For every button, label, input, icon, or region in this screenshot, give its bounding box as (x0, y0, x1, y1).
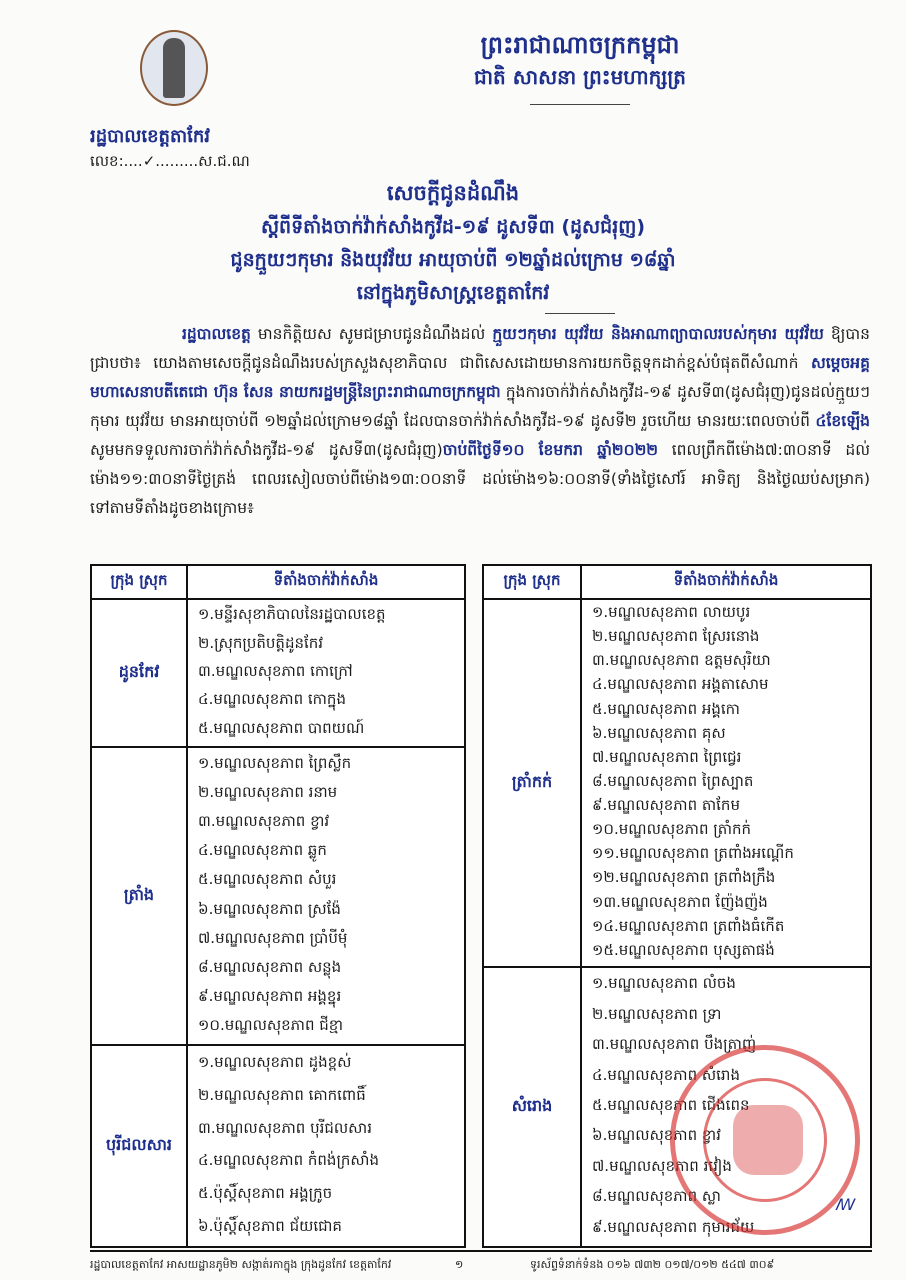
site-item: ២.មណ្ឌលសុខភាព រនាម (198, 782, 338, 801)
site-item: ៤.មណ្ឌលសុខភាព សំរោង (592, 1065, 740, 1084)
highlighted-text: ក្មួយៗកុមារ យុវវ័យ និងអាណាព្យាបាលរបស់កុមារ យុវវ័យ (492, 325, 824, 343)
site-item: ៣.មណ្ឌលសុខភាព កោក្រៅ (198, 661, 353, 680)
vaccination-sites-table-left (90, 564, 466, 1248)
body-text: ពេលព្រឹកពីម៉ោង៧:៣០នាទី ដល់ម៉ោង១១:៣០នាទីថ្ងៃត្រង់ ពេលរសៀលចាប់ពីម៉ោង១៣:០០នាទី ដល់ម៉ោង១៦:០០នាទី(ទាំងថ្ងៃសៅរ៍ អាទិត្យ និងថ្ងៃឈប់សម្រាក) ទៅតាមទីតាំងដូចខាងក្រោម៖ (90, 441, 870, 517)
footer-address: រដ្ឋបាលខេត្តតាកែវ អាសយដ្ឋានភូមិ២ សង្កាត់រកាក្នុង ក្រុងដូនកែវ ខេត្តតាកែវ (90, 1258, 392, 1271)
district-group (92, 600, 464, 748)
site-list (188, 600, 464, 746)
footer-phone: ទូរស័ព្ទទំនាក់ទំនង ០១៦ ៧៣២ ០១៧/០១២ ៥៤៧ ៣០៩ (530, 1258, 775, 1271)
table-header (92, 566, 464, 600)
site-item: ៨.មណ្ឌលសុខភាព ព្រៃស្បាត (592, 771, 754, 790)
district-name: សំរោង (484, 968, 582, 1246)
site-item: ៦.មណ្ឌលសុខភាព ស្រង៉ែ (198, 899, 341, 918)
site-item: ១៥.មណ្ឌលសុខភាព បុស្សតាផង់ (592, 940, 775, 959)
site-item: ៥.មណ្ឌលសុខភាព សំបួរ (198, 870, 337, 889)
site-item: ២.មណ្ឌលសុខភាព ទ្រា (592, 1004, 722, 1023)
site-item: ៤.មណ្ឌលសុខភាព ឆ្លូក (198, 841, 327, 860)
district-group (484, 968, 870, 1246)
kingdom-heading: ព្រះរាជាណាចក្រកម្ពុជា (480, 31, 680, 59)
header-sites: ទីតាំងចាក់វ៉ាក់សាំង (673, 571, 779, 589)
district-group (92, 748, 464, 1046)
notice-body (90, 320, 870, 523)
site-item: ៦.មណ្ឌលសុខភាព ខ្វាវ (592, 1126, 721, 1145)
divider (530, 104, 630, 105)
site-item: ៥.ប៉ុស្តិ៍សុខភាព អង្គក្រូច (198, 1183, 333, 1202)
site-item: ៦.មណ្ឌលសុខភាព គុស (592, 723, 726, 742)
reference-number: លេខ:....✓.........ស.ជ.ណ (90, 152, 250, 170)
site-item: ៣.មណ្ឌលសុខភាព បឹងត្រាញ់ (592, 1035, 757, 1054)
site-item: ៨.មណ្ឌលសុខភាព ស្លា (592, 1187, 721, 1206)
highlighted-text: ចាប់ពីថ្ងៃទី១០ ខែមករា ឆ្នាំ២០២២ (442, 441, 659, 459)
table-header (484, 566, 870, 600)
site-item: ១.មណ្ឌលសុខភាព ព្រៃស្លឹក (198, 753, 352, 772)
site-list (188, 748, 464, 1044)
motto-heading: ជាតិ សាសនា ព្រះមហាក្សត្រ (474, 65, 686, 89)
site-item: ១២.មណ្ឌលសុខភាព ត្រពាំងក្រឹង (592, 868, 776, 887)
site-item: ៩.មណ្ឌលសុខភាព កុមារជ័យ (592, 1217, 755, 1236)
site-list (188, 1046, 464, 1246)
district-group (92, 1046, 464, 1246)
district-name: បុរីជលសារ (92, 1046, 188, 1246)
district-name: ត្រាំកក់ (484, 600, 582, 966)
highlighted-text: សម្តេចអគ្គមហាសេនាបតីតេជោ ហ៊ុន សែន នាយករដ្ឋមន្ត្រីនៃព្រះរាជាណាចក្រកម្ពុជា (90, 354, 870, 401)
site-item: ៨.មណ្ឌលសុខភាព សន្លុង (198, 957, 342, 976)
document-subtitle: នៅក្នុងភូមិសាស្ត្រខេត្តតាកែវ (356, 282, 550, 304)
highlighted-text: ៤ខែឡើង (815, 412, 870, 430)
footer-divider (90, 1250, 872, 1252)
site-item: ១.មណ្ឌលសុខភាព លំចង (592, 974, 736, 993)
site-item: ២.ស្រុកប្រតិបត្តិដូនកែវ (198, 633, 324, 652)
site-item: ៦.ប៉ុស្តិ៍សុខភាព ជ័យជោគ (198, 1216, 342, 1235)
district-group (484, 600, 870, 968)
site-item: ៥.មណ្ឌលសុខភាព ជើងពេន (592, 1095, 750, 1114)
divider (545, 313, 615, 314)
site-item: ៧.មណ្ឌលសុខភាព ប្រាំបីមុំ (198, 928, 348, 947)
vaccination-sites-table-right (482, 564, 872, 1248)
district-name: ត្រាំង (92, 748, 188, 1044)
body-text: ឱ្យបានជ្រាបថា៖ យោងតាមសេចក្តីជូនដំណឹងរបស់ក្រសួងសុខាភិបាល ជាពិសេសដោយមានការយកចិត្តទុកដាក់ខ្ពស់បំផុតពីសំណាក់ (90, 325, 870, 372)
site-item: ១៣.មណ្ឌលសុខភាព ញ៉ែងញ៉ង (592, 892, 768, 911)
site-item: ១៤.មណ្ឌលសុខភាព ត្រពាំងធំកើត (592, 916, 785, 935)
signature-initials: ꟿ (836, 1195, 856, 1214)
site-item: ១០.មណ្ឌលសុខភាព ជីខ្មា (198, 1016, 344, 1035)
header-district: ក្រុង ស្រុក (484, 566, 582, 598)
document-title: សេចក្តីជូនដំណឹង (386, 181, 520, 205)
site-item: ៣.មណ្ឌលសុខភាព បុរីជលសារ (198, 1118, 372, 1137)
page-number: ១ (455, 1258, 464, 1271)
site-item: ២.មណ្ឌលសុខភាព គោកពោធិ៍ (198, 1085, 366, 1104)
document-subtitle: ជូនក្មួយៗកុមារ និងយុវវ័យ អាយុចាប់ពី ១២ឆ្នាំដល់ក្រោម ១៨ឆ្នាំ (230, 249, 676, 271)
body-text: ក្នុងការចាក់វ៉ាក់សាំងកូវីដ-១៩ ដូសទី៣(ដូសជំរុញ)ជូនដល់ក្មួយៗកុមារ យុវវ័យ មានអាយុចាប់ពី ១២ឆ្នាំដល់ក្រោម១៨ឆ្នាំ ដែលបានចាក់វ៉ាក់សាំងកូវីដ-១៩ ដូសទី២ រួចហើយ មានរយៈពេលចាប់ពី (90, 383, 870, 430)
header-sites: ទីតាំងចាក់វ៉ាក់សាំង (273, 571, 379, 589)
issuing-authority: រដ្ឋបាលខេត្តតាកែវ (90, 126, 210, 147)
site-item: ៥.មណ្ឌលសុខភាព អង្គកោ (592, 699, 740, 718)
site-item: ១.មណ្ឌលសុខភាព លាយបូរ (592, 603, 751, 622)
header-district: ក្រុង ស្រុក (92, 566, 188, 598)
site-item: ១១.មណ្ឌលសុខភាព ត្រពាំងអណ្តើក (592, 844, 794, 863)
highlighted-text: រដ្ឋបាលខេត្ត (182, 325, 251, 343)
site-item: ៤.មណ្ឌលសុខភាព កោក្នុង (198, 690, 346, 709)
document-subtitle: ស្តីពីទីតាំងចាក់វ៉ាក់សាំងកូវីដ-១៩ ដូសទី៣ (ដូសជំរុញ) (260, 216, 646, 238)
site-item: ៩.មណ្ឌលសុខភាព តាកែម (592, 796, 740, 815)
site-item: ៧.មណ្ឌលសុខភាព ព្រៃជ្វេរ (592, 747, 742, 766)
site-list (582, 600, 870, 966)
site-item: ២.មណ្ឌលសុខភាព ស្រែរនោង (592, 627, 760, 646)
body-text: មានកិត្តិយស សូមជម្រាបជូនដំណឹងដល់ (250, 325, 493, 343)
site-item: ៣.មណ្ឌលសុខភាព ឧត្តមសុរិយា (592, 651, 771, 670)
site-item: ៤.មណ្ឌលសុខភាព កំពង់ក្រសាំង (198, 1151, 379, 1170)
body-text: សូមមកទទួលការចាក់វ៉ាក់សាំងកូវីដ-១៩ ដូសទី៣(ដូសជំរុញ) (90, 441, 443, 459)
district-name: ដូនកែវ (92, 600, 188, 746)
site-item: ៥.មណ្ឌលសុខភាព បាពយណ៍ (198, 718, 365, 737)
site-item: ៩.មណ្ឌលសុខភាព អង្គខ្នុរ (198, 987, 342, 1006)
site-item: ៤.មណ្ឌលសុខភាព អង្គតាសោម (592, 675, 769, 694)
site-item: ១.មណ្ឌលសុខភាព ដូងខ្ពស់ (198, 1053, 352, 1072)
site-item: ៧.មណ្ឌលសុខភាព រវៀង (592, 1156, 732, 1175)
provincial-emblem-logo (140, 30, 208, 106)
site-item: ១០.មណ្ឌលសុខភាព ត្រាំកក់ (592, 820, 752, 839)
site-item: ៣.មណ្ឌលសុខភាព ខ្វាវ (198, 811, 330, 830)
site-list (582, 968, 870, 1246)
site-item: ១.មន្ទីរសុខាភិបាលនៃរដ្ឋបាលខេត្ត (198, 605, 386, 624)
